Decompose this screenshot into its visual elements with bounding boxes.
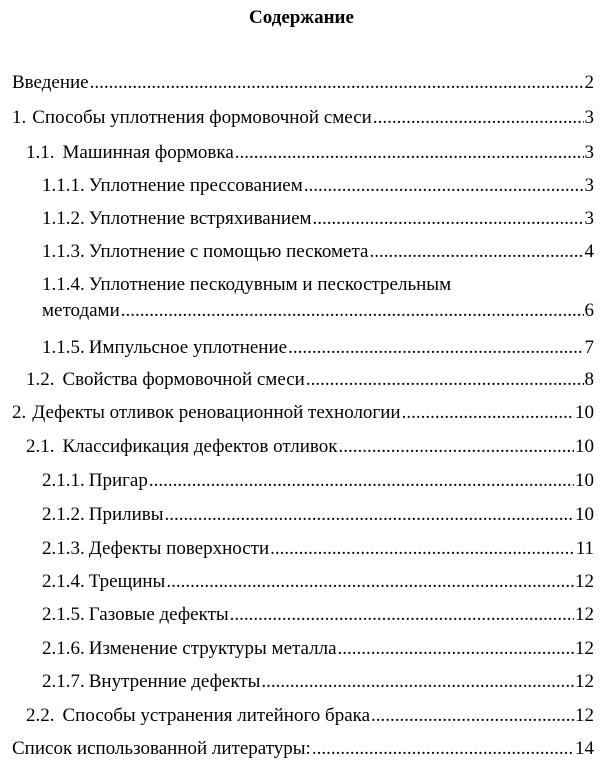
- toc-entry-2-1[interactable]: [26, 434, 594, 460]
- toc-leader-dots: [369, 239, 583, 265]
- toc-entry-page: 12: [575, 671, 594, 692]
- toc-entry-2-1-3[interactable]: [42, 536, 594, 562]
- toc-leader-dots: [165, 502, 574, 528]
- toc-entry-1-1[interactable]: [26, 140, 594, 166]
- toc-entry-2-2[interactable]: [26, 703, 594, 729]
- toc-leader-dots: [312, 736, 574, 762]
- toc-entry-1[interactable]: [12, 105, 594, 131]
- toc-entry-label: Внутренние дефекты: [88, 671, 261, 692]
- toc-entry-number: 1.1.1.: [42, 175, 85, 196]
- toc-leader-dots: [306, 367, 584, 393]
- toc-entry-number: 2.1.6.: [42, 638, 85, 659]
- toc-entry-number: 2.1.: [26, 436, 55, 457]
- toc-leader-dots: [261, 669, 574, 695]
- toc-entry-label: Введение: [12, 72, 89, 93]
- toc-entry-number: 2.1.7.: [42, 671, 85, 692]
- toc-entry-2-1-7[interactable]: [42, 669, 594, 695]
- toc-entry-label: Способы уплотнения формовочной смеси: [32, 107, 372, 128]
- toc-entry-page: 10: [575, 470, 594, 491]
- toc-entry-page: 2: [584, 72, 594, 93]
- toc-leader-dots: [270, 536, 575, 562]
- toc-entry-number: 2.: [12, 402, 27, 423]
- toc-leader-dots: [166, 569, 574, 595]
- toc-entry-label: Свойства формовочной смеси: [62, 369, 305, 390]
- toc-entry-number: 2.1.1.: [42, 470, 85, 491]
- toc-entry-number: 1.: [12, 107, 27, 128]
- toc-entry-number: 1.1.: [26, 142, 55, 163]
- toc-entry-2-1-1[interactable]: [42, 468, 594, 494]
- toc-entry-label: Уплотнение пескодувным и пескострельным: [88, 274, 452, 295]
- toc-title: Содержание: [249, 7, 354, 28]
- toc-leader-dots: [230, 602, 574, 628]
- toc-entry-label: Пригар: [88, 470, 148, 491]
- toc-entry-page: 3: [584, 107, 594, 128]
- toc-entry-page: 12: [575, 604, 594, 625]
- toc-entry-label: Классификация дефектов отливок: [62, 436, 338, 457]
- toc-entry-line1: [42, 272, 594, 298]
- toc-entry-1-1-4[interactable]: [42, 272, 594, 324]
- toc-leader-dots: [338, 636, 574, 662]
- toc-entry-page: 10: [575, 402, 594, 423]
- toc-leader-dots: [338, 434, 574, 460]
- toc-leader-dots: [90, 70, 584, 96]
- toc-entry-page: 8: [584, 369, 594, 390]
- toc-entry-label: Машинная формовка: [62, 142, 234, 163]
- toc-entry-number: 2.1.3.: [42, 538, 85, 559]
- toc-entry-label: Приливы: [88, 504, 164, 525]
- toc-entry-1-2[interactable]: [26, 367, 594, 393]
- toc-entry-label: Дефекты отливок реновационной технологии: [32, 402, 401, 423]
- toc-leader-dots: [288, 335, 583, 361]
- toc-entry-page: 12: [575, 705, 594, 726]
- toc-entry-number: 1.1.4.: [42, 274, 85, 295]
- toc-entry-number: 2.1.5.: [42, 604, 85, 625]
- toc-entry-label-continued: методами: [42, 300, 120, 321]
- toc-entry-introduction[interactable]: [12, 70, 594, 96]
- toc-entry-page: 3: [584, 142, 594, 163]
- toc-entry-label: Изменение структуры металла: [88, 638, 337, 659]
- toc-entry-number: 2.1.2.: [42, 504, 85, 525]
- toc-entry-label: Уплотнение с помощью пескомета: [88, 241, 369, 262]
- toc-entry-number: 2.1.4.: [42, 571, 85, 592]
- toc-entry-page: 3: [584, 208, 594, 229]
- toc-entry-number: 1.2.: [26, 369, 55, 390]
- toc-entry-2-1-2[interactable]: [42, 502, 594, 528]
- toc-entry-page: 12: [575, 571, 594, 592]
- toc-leader-dots: [373, 105, 584, 131]
- toc-entry-label: Импульсное уплотнение: [88, 337, 288, 358]
- toc-entry-page: 11: [575, 538, 594, 559]
- toc-entry-1-1-3[interactable]: [42, 239, 594, 265]
- toc-leader-dots: [149, 468, 574, 494]
- toc-entry-page: 4: [584, 241, 594, 262]
- toc-leader-dots: [313, 206, 584, 232]
- toc-entry-number: 1.1.3.: [42, 241, 85, 262]
- toc-leader-dots: [235, 140, 584, 166]
- toc-entry-page: 7: [584, 337, 594, 358]
- toc-entry-page: 10: [575, 436, 594, 457]
- toc-entry-page: 14: [575, 738, 594, 759]
- toc-entry-page: 12: [575, 638, 594, 659]
- toc-entry-2-1-6[interactable]: [42, 636, 594, 662]
- toc-leader-dots: [304, 173, 584, 199]
- toc-entry-label: Дефекты поверхности: [88, 538, 270, 559]
- toc-entry-1-1-2[interactable]: [42, 206, 594, 232]
- toc-entry-page: 6: [584, 300, 594, 321]
- toc-entry-number: 1.1.5.: [42, 337, 85, 358]
- toc-entry-1-1-5[interactable]: [42, 335, 594, 361]
- toc-leader-dots: [371, 703, 574, 729]
- toc-entry-label: Уплотнение встряхиванием: [88, 208, 312, 229]
- toc-entry-page: 3: [584, 175, 594, 196]
- toc-entry-label: Список использованной литературы:: [12, 738, 311, 759]
- toc-entry-2[interactable]: [12, 400, 594, 426]
- toc-entry-number: 1.1.2.: [42, 208, 85, 229]
- toc-entry-label: Уплотнение прессованием: [88, 175, 303, 196]
- toc-entry-references[interactable]: [12, 736, 594, 762]
- toc-entry-label: Способы устранения литейного брака: [62, 705, 371, 726]
- toc-leader-dots: [402, 400, 574, 426]
- toc-entry-label: Газовые дефекты: [88, 604, 229, 625]
- toc-leader-dots: [121, 298, 584, 324]
- toc-entry-line2: [42, 298, 594, 324]
- toc-entry-2-1-5[interactable]: [42, 602, 594, 628]
- toc-entry-page: 10: [575, 504, 594, 525]
- toc-entry-1-1-1[interactable]: [42, 173, 594, 199]
- toc-entry-number: 2.2.: [26, 705, 55, 726]
- toc-entry-2-1-4[interactable]: [42, 569, 594, 595]
- toc-entry-label: Трещины: [88, 571, 166, 592]
